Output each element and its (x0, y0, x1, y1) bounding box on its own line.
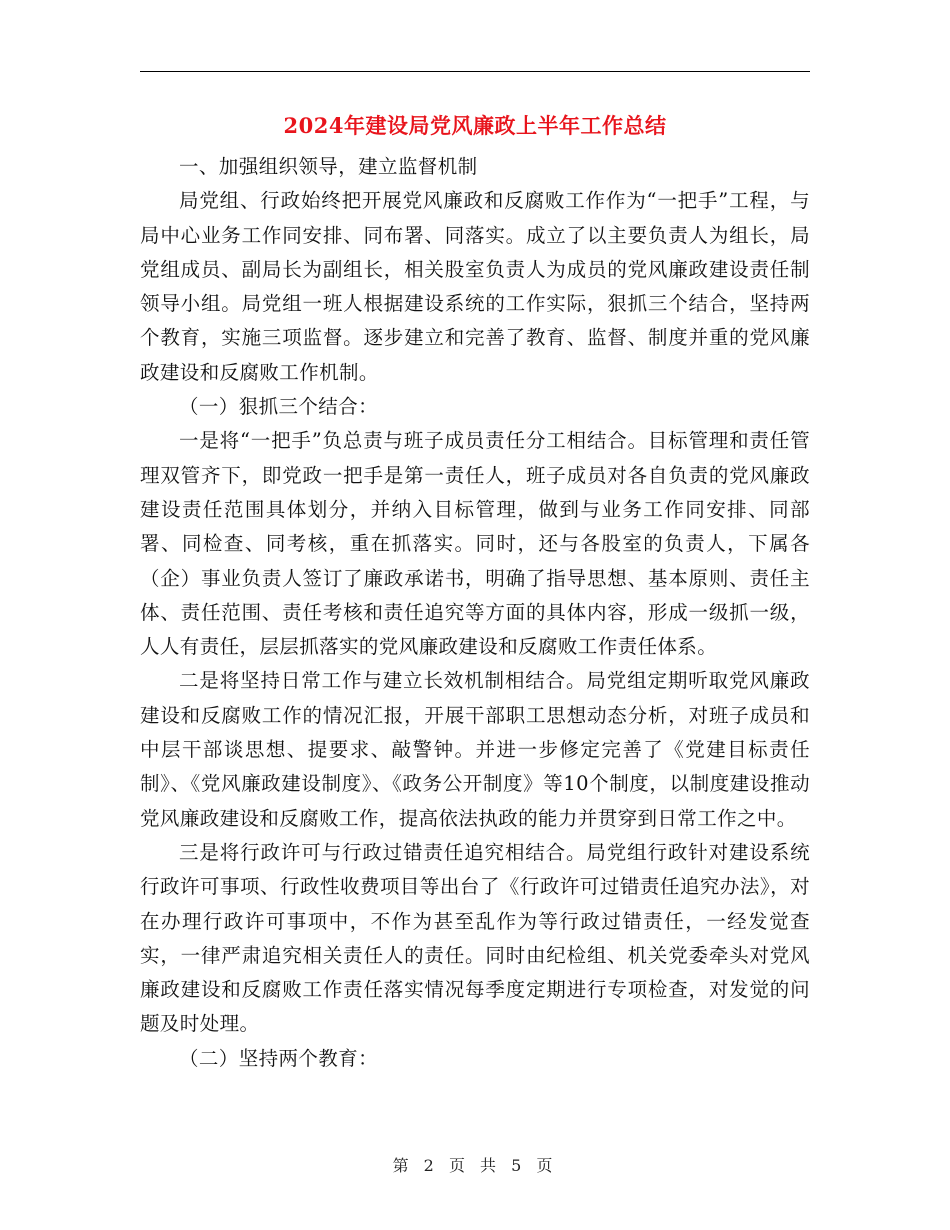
section-heading: 一、加强组织领导，建立监督机制 (179, 155, 478, 178)
paragraph: 二是将坚持日常工作与建立长效机制相结合。局党组定期听取党风廉政建设和反腐败工作的情况汇报，开展干部职工思想动态分析，对班子成员和中层干部谈思想、提要求、敲警钟。并进一步修定完善了《党建目标责任制》、《党风廉政建设制度》、《政务公开制度》等10个制度，以制度建设推动党风廉政建设和反腐败工作，提高依法执政的能力并贯穿到日常工作之中。 (140, 669, 810, 830)
paragraph: 三是将行政许可与行政过错责任追究相结合。局党组行政针对建设系统行政许可事项、行政性收费项目等出台了《行政许可过错责任追究办法》，对在办理行政许可事项中，不作为甚至乱作为等行政过错责任，一经发觉查实，一律严肃追究相关责任人的责任。同时由纪检组、机关党委牵头对党风廉政建设和反腐败工作责任落实情况每季度定期进行专项检查，对发觉的问题及时处理。 (140, 840, 810, 1036)
paragraph: 局党组、行政始终把开展党风廉政和反腐败工作作为“一把手”工程，与局中心业务工作同安排、同布署、同落实。成立了以主要负责人为组长，局党组成员、副局长为副组长，相关股室负责人为成员的党风廉政建设责任制领导小组。局党组一班人根据建设系统的工作实际，狠抓三个结合，坚持两个教育，实施三项监督。逐步建立和完善了教育、监督、制度并重的党风廉政建设和反腐败工作机制。 (140, 189, 810, 384)
header-rule (140, 71, 810, 72)
document-title: 2024年建设局党风廉政上半年工作总结 (283, 113, 667, 138)
paragraph: 一是将“一把手”负总责与班子成员责任分工相结合。目标管理和责任管理双管齐下，即党政一把手是第一责任人，班子成员对各自负责的党风廉政建设责任范围具体划分，并纳入目标管理，做到与业务工作同安排、同部署、同检查、同考核，重在抓落实。同时，还与各股室的负责人，下属各（企）事业负责人签订了廉政承诺书，明确了指导思想、基本原则、责任主体、责任范围、责任考核和责任追究等方面的具体内容，形成一级抓一级，人人有责任，层层抓落实的党风廉政建设和反腐败工作责任体系。 (140, 429, 810, 659)
subsection-heading: （一）狠抓三个结合： (179, 395, 379, 419)
subsection-heading: （二）坚持两个教育： (179, 1046, 379, 1070)
document-body (140, 150, 810, 1076)
page-number-footer: 第 2 页 共 5 页 (392, 1156, 558, 1175)
